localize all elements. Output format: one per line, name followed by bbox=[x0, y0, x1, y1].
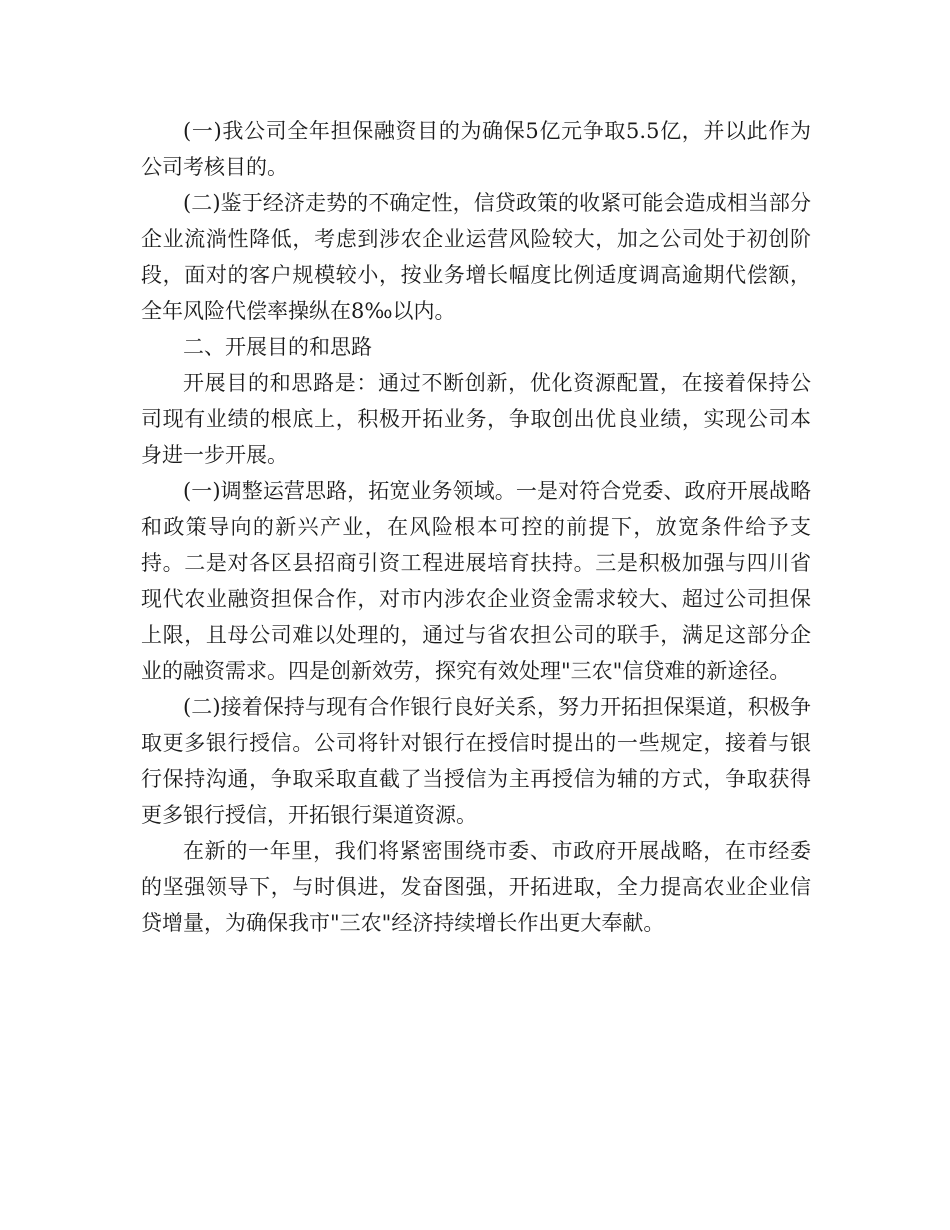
paragraph-bank-cooperation: (二)接着保持与现有合作银行良好关系，努力开拓担保渠道，积极争取更多银行授信。公司将针对银行在授信时提出的一些规定，接着与银行保持沟通，争取采取直截了当授信为主再授信为辅的方式，争取获得更多银行授信，开拓银行渠道资源。 bbox=[141, 695, 811, 827]
document-body bbox=[141, 113, 811, 941]
section-heading-goals: 二、开展目的和思路 bbox=[183, 335, 372, 359]
paragraph-business-expansion: (一)调整运营思路，拓宽业务领域。一是对符合党委、政府开展战略和政策导向的新兴产业，在风险根本可控的前提下，放宽条件给予支持。二是对各区县招商引资工程进展培育扶持。三是积极加强与四川省现代农业融资担保合作，对市内涉农企业资金需求较大、超过公司担保上限，且母公司难以处理的，通过与省农担公司的联手，满足这部分企业的融资需求。四是创新效劳，探究有效处理"三农"信贷难的新途径。 bbox=[141, 479, 811, 683]
paragraph-goals-overview: 开展目的和思路是：通过不断创新，优化资源配置，在接着保持公司现有业绩的根底上，积极开拓业务，争取创出优良业绩，实现公司本身进一步开展。 bbox=[141, 371, 811, 467]
paragraph-risk-compensation: (二)鉴于经济走势的不确定性，信贷政策的收紧可能会造成相当部分企业流淌性降低，考虑到涉农企业运营风险较大，加之公司处于初创阶段，面对的客户规模较小，按业务增长幅度比例适度调高逾期代偿额，全年风险代偿率操纵在8‰以内。 bbox=[141, 191, 811, 323]
paragraph-closing: 在新的一年里，我们将紧密围绕市委、市政府开展战略，在市经委的坚强领导下，与时俱进，发奋图强，开拓进取，全力提高农业企业信贷增量，为确保我市"三农"经济持续增长作出更大奉献。 bbox=[141, 839, 811, 935]
paragraph-guarantee-target: (一)我公司全年担保融资目的为确保5亿元争取5.5亿，并以此作为公司考核目的。 bbox=[141, 119, 811, 179]
